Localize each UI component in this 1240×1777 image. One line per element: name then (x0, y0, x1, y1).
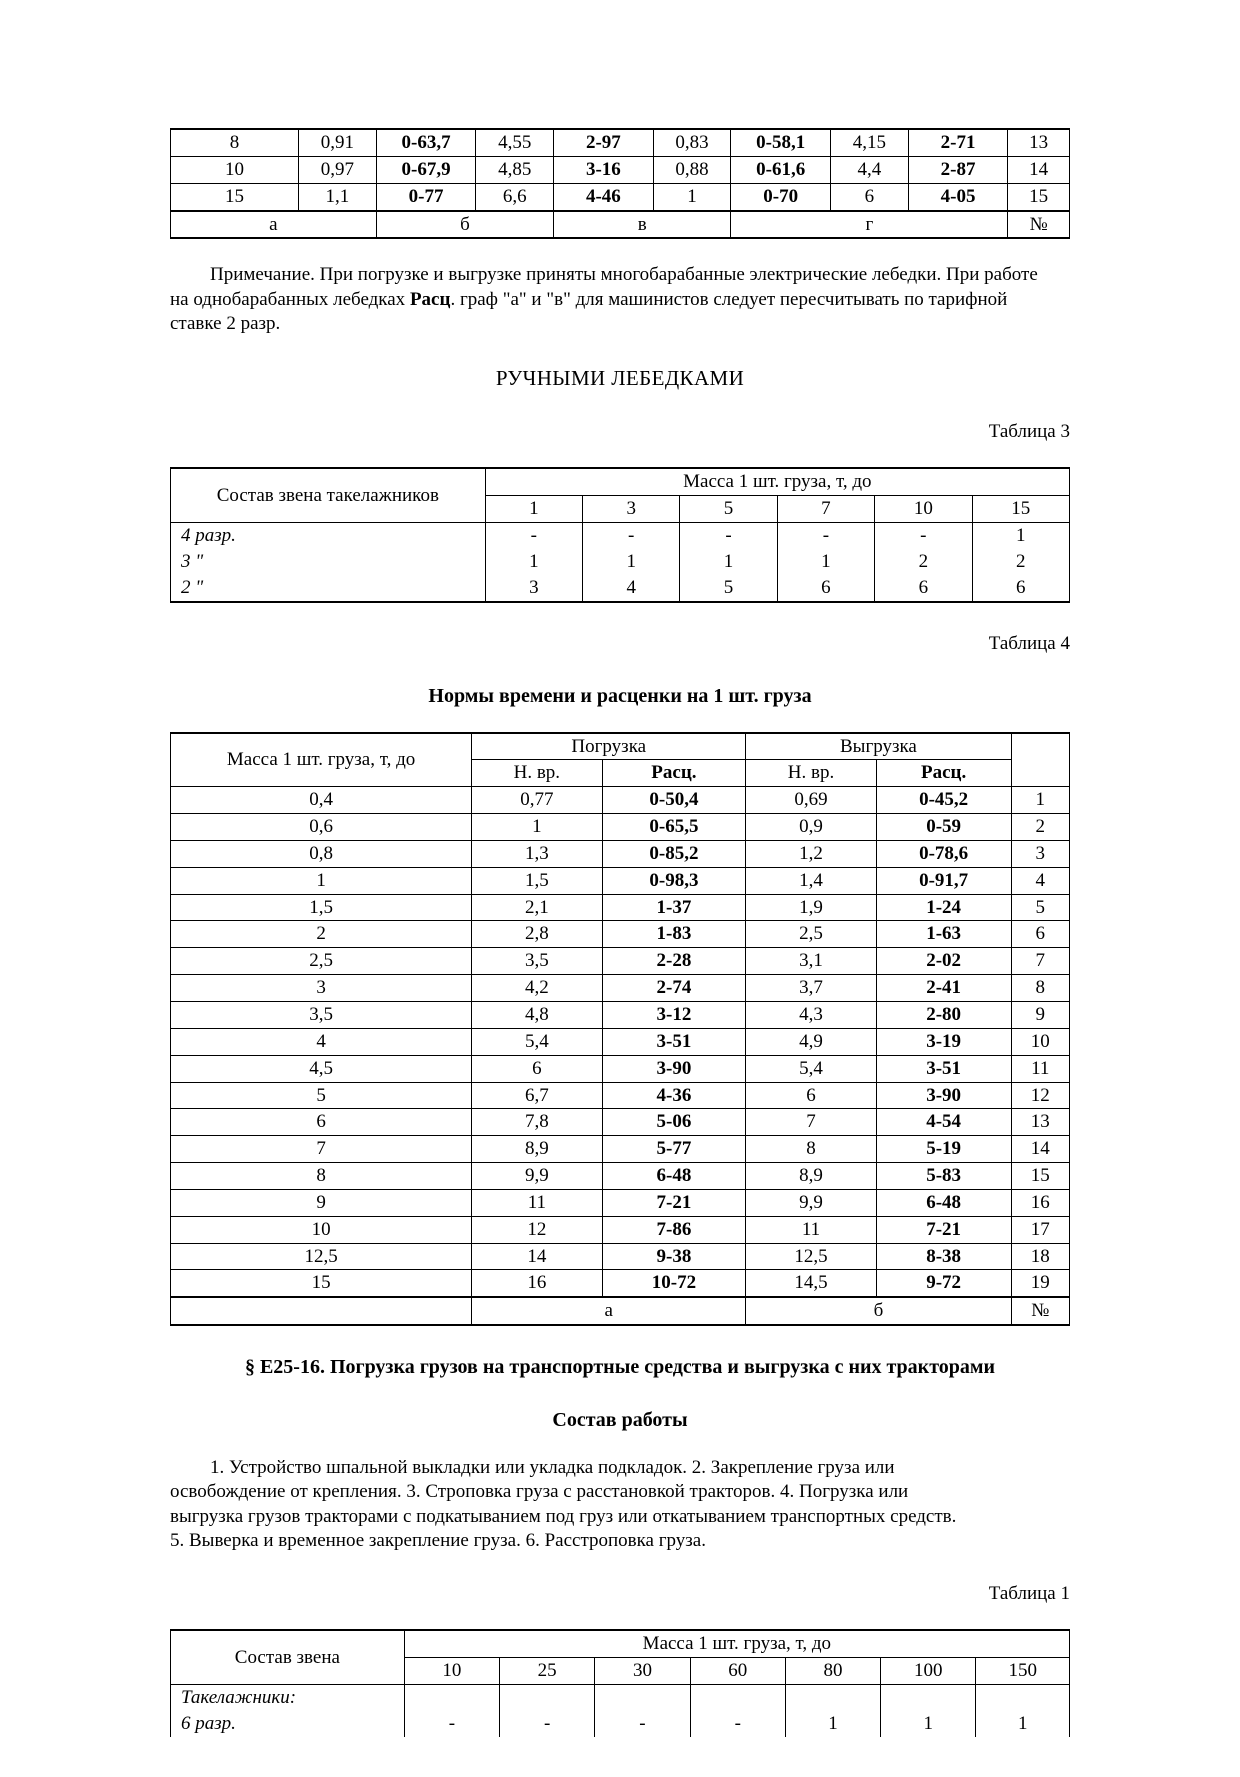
cell: 0,83 (653, 129, 731, 156)
cell: 4,4 (831, 156, 909, 183)
cell: 9,9 (746, 1189, 876, 1216)
note-line-1: Примечание. При погрузке и выгрузке приняты многобарабанные электрические лебедки. При работе (210, 264, 1038, 286)
cell: 3-90 (876, 1082, 1011, 1109)
cell: 2,5 (171, 948, 472, 975)
cell: 1,1 (299, 183, 377, 210)
cell: 4-54 (876, 1109, 1011, 1136)
table-row (171, 975, 1070, 1002)
cell: 4,9 (746, 1028, 876, 1055)
cell: 6 (972, 575, 1069, 602)
table-row (171, 156, 1070, 183)
table1-col0-header: Состав звена (171, 1630, 405, 1684)
cell: 3,5 (472, 948, 602, 975)
cell: 11 (472, 1189, 602, 1216)
table-row (171, 1243, 1070, 1270)
cell: 6-48 (602, 1163, 746, 1190)
footer-cell-a: а (171, 211, 377, 239)
table3-col-header: 7 (777, 496, 874, 523)
cell: 5 (680, 575, 777, 602)
cell: 7-21 (602, 1189, 746, 1216)
cell: 0-67,9 (376, 156, 476, 183)
cell: 0-59 (876, 814, 1011, 841)
cell: 11 (1011, 1055, 1069, 1082)
cell: 1,3 (472, 840, 602, 867)
table1-caption: Таблица 1 (988, 1583, 1070, 1605)
cell: 0-70 (731, 183, 831, 210)
cell: 15 (1011, 1163, 1069, 1190)
cell: 16 (472, 1270, 602, 1297)
cell: 0-45,2 (876, 787, 1011, 814)
cell: 14,5 (746, 1270, 876, 1297)
cell: 5 (1011, 894, 1069, 921)
cell: 1 (881, 1711, 976, 1737)
cell: 10 (171, 1216, 472, 1243)
cell: 4 (583, 575, 680, 602)
cell: 9 (171, 1189, 472, 1216)
cell: 7 (1011, 948, 1069, 975)
tractor-team-composition-table (170, 1629, 1070, 1736)
cell: 8 (171, 1163, 472, 1190)
cell (690, 1685, 785, 1711)
note-rasc-bold: Расц (409, 288, 451, 310)
cell: 1,9 (746, 894, 876, 921)
cell (785, 1685, 880, 1711)
note-line-2-part-a: на однобарабанных лебедках (170, 288, 410, 310)
cell: 2-02 (876, 948, 1011, 975)
table-row (171, 183, 1070, 210)
table3-col-header: 1 (485, 496, 582, 523)
cell: 3 (1011, 840, 1069, 867)
cell: 9,9 (472, 1163, 602, 1190)
cell: 10 (171, 156, 299, 183)
footer-cell-no: № (1011, 1297, 1069, 1325)
cell: 19 (1011, 1270, 1069, 1297)
cell: 13 (1008, 129, 1070, 156)
cell: 2-28 (602, 948, 746, 975)
cell: 0,77 (472, 787, 602, 814)
table-row (171, 1216, 1070, 1243)
table4-sub-rasc-unload: Расц. (876, 760, 1011, 787)
cell: 0-78,6 (876, 840, 1011, 867)
cell: - (875, 523, 972, 549)
cell: 5-77 (602, 1136, 746, 1163)
cell: 3-90 (602, 1055, 746, 1082)
table-footer-row (171, 211, 1070, 239)
cell: 11 (746, 1216, 876, 1243)
cell: 0-50,4 (602, 787, 746, 814)
cell: 8,9 (472, 1136, 602, 1163)
footer-cell-b: б (376, 211, 553, 239)
cell: - (404, 1711, 499, 1737)
footer-cell-v: в (554, 211, 731, 239)
cell: 1,5 (171, 894, 472, 921)
cell: 5-06 (602, 1109, 746, 1136)
table-row (171, 867, 1070, 894)
table3-header-row (171, 468, 1070, 495)
cell: 5,4 (746, 1055, 876, 1082)
table-row (171, 814, 1070, 841)
cell: 12,5 (746, 1243, 876, 1270)
cell: 4 (171, 1028, 472, 1055)
cell: 9-72 (876, 1270, 1011, 1297)
work-composition-subtitle: Состав работы (552, 1409, 688, 1432)
cell: 1 (472, 814, 602, 841)
cell: 0-77 (376, 183, 476, 210)
continued-rates-table (170, 128, 1070, 239)
note-block (170, 263, 1070, 336)
table4-footer-row (171, 1297, 1070, 1325)
table1-col-header: 60 (690, 1658, 785, 1685)
table3-row-label: 3 " (171, 549, 486, 575)
cell: 9 (1011, 1001, 1069, 1028)
cell: 1-83 (602, 921, 746, 948)
cell: 5,4 (472, 1028, 602, 1055)
cell: 15 (171, 183, 299, 210)
cell (404, 1685, 499, 1711)
cell: 6 (171, 1109, 472, 1136)
table4-corner-blank (1011, 733, 1069, 787)
cell: 6 (746, 1082, 876, 1109)
table1-header-row (171, 1630, 1070, 1657)
cell: 1 (976, 1711, 1070, 1737)
cell: 18 (1011, 1243, 1069, 1270)
cell: 6 (777, 575, 874, 602)
cell: 2 (171, 921, 472, 948)
cell: 5 (171, 1082, 472, 1109)
cell: 2 (875, 549, 972, 575)
table3-col0-header: Состав звена такелажников (171, 468, 486, 522)
footer-cell-b: б (746, 1297, 1011, 1325)
cell: 2-74 (602, 975, 746, 1002)
cell: 1-63 (876, 921, 1011, 948)
table-row (171, 1270, 1070, 1297)
table3-row-label: 2 " (171, 575, 486, 602)
cell: 7,8 (472, 1109, 602, 1136)
cell: 5-83 (876, 1163, 1011, 1190)
cell: 0,91 (299, 129, 377, 156)
cell: 17 (1011, 1216, 1069, 1243)
cell: 0-98,3 (602, 867, 746, 894)
cell: 0,4 (171, 787, 472, 814)
cell: 16 (1011, 1189, 1069, 1216)
table-row (171, 575, 1070, 602)
cell: 2,5 (746, 921, 876, 948)
cell: 7-21 (876, 1216, 1011, 1243)
cell: 2 (1011, 814, 1069, 841)
cell: 1 (653, 183, 731, 210)
cell: 10 (1011, 1028, 1069, 1055)
note-line-3: ставке 2 разр. (170, 313, 281, 334)
cell: - (777, 523, 874, 549)
table1-col-header: 25 (500, 1658, 595, 1685)
table1-row-label: Такелажники: (171, 1685, 405, 1711)
table1-col-header: 30 (595, 1658, 690, 1685)
cell: 6,6 (476, 183, 554, 210)
table-row (171, 1136, 1070, 1163)
cell: 0,8 (171, 840, 472, 867)
cell: 14 (1008, 156, 1070, 183)
cell: 12 (1011, 1082, 1069, 1109)
cell: 4-05 (908, 183, 1008, 210)
work-line-1: 1. Устройство шпальной выкладки или укладка подкладок. 2. Закрепление груза или (210, 1457, 895, 1479)
cell: 3,5 (171, 1001, 472, 1028)
table-row (171, 1189, 1070, 1216)
table1-col-header: 150 (976, 1658, 1070, 1685)
cell: 2-80 (876, 1001, 1011, 1028)
table3-col-header: 5 (680, 496, 777, 523)
cell: 0,69 (746, 787, 876, 814)
table1-col-header: 80 (785, 1658, 880, 1685)
table-row (171, 1055, 1070, 1082)
cell: 0-85,2 (602, 840, 746, 867)
table-row (171, 549, 1070, 575)
cell (595, 1685, 690, 1711)
table-row (171, 1711, 1070, 1737)
cell: 1 (583, 549, 680, 575)
table-row (171, 948, 1070, 975)
cell: 14 (1011, 1136, 1069, 1163)
cell: 0,88 (653, 156, 731, 183)
cell: 3-12 (602, 1001, 746, 1028)
table4-group-loading: Погрузка (472, 733, 746, 760)
cell: 1-37 (602, 894, 746, 921)
table4-group-unloading: Выгрузка (746, 733, 1011, 760)
cell: 0,6 (171, 814, 472, 841)
cell: 1,2 (746, 840, 876, 867)
cell: 0,9 (746, 814, 876, 841)
cell: 6 (472, 1055, 602, 1082)
cell: 2,8 (472, 921, 602, 948)
cell: 4,3 (746, 1001, 876, 1028)
work-composition-body (170, 1456, 1070, 1553)
table4-title: Нормы времени и расценки на 1 шт. груза (428, 684, 812, 707)
subsection-title: § Е25-16. Погрузка грузов на транспортные средства и выгрузка с них тракторами (244, 1356, 996, 1379)
table4-col0-header: Масса 1 шт. груза, т, до (171, 733, 472, 787)
cell: 4,85 (476, 156, 554, 183)
cell: 3,7 (746, 975, 876, 1002)
table4-sub-nvr-load: Н. вр. (472, 760, 602, 787)
cell: 1,4 (746, 867, 876, 894)
cell: 4,55 (476, 129, 554, 156)
cell: 3-19 (876, 1028, 1011, 1055)
cell: 3-51 (602, 1028, 746, 1055)
team-composition-table (170, 467, 1070, 602)
cell: 2-41 (876, 975, 1011, 1002)
cell: 1 (972, 523, 1069, 549)
table-row (171, 1163, 1070, 1190)
cell: 0-65,5 (602, 814, 746, 841)
table4-sub-rasc-load: Расц. (602, 760, 746, 787)
cell: 1,5 (472, 867, 602, 894)
cell: 2-97 (554, 129, 654, 156)
table-row (171, 1028, 1070, 1055)
cell: 8 (746, 1136, 876, 1163)
cell: 13 (1011, 1109, 1069, 1136)
cell: 0-61,6 (731, 156, 831, 183)
cell: - (485, 523, 582, 549)
cell: 1 (785, 1711, 880, 1737)
table3-row-label: 4 разр. (171, 523, 486, 549)
cell: 1 (1011, 787, 1069, 814)
cell: 5-19 (876, 1136, 1011, 1163)
cell (976, 1685, 1070, 1711)
table3-col-header: 10 (875, 496, 972, 523)
cell: 9-38 (602, 1243, 746, 1270)
cell: 6 (1011, 921, 1069, 948)
cell: 4,2 (472, 975, 602, 1002)
cell: 10-72 (602, 1270, 746, 1297)
footer-cell-a: а (472, 1297, 746, 1325)
cell: 4,15 (831, 129, 909, 156)
work-line-2: освобождение от крепления. 3. Строповка груза с расстановкой тракторов. 4. Погрузка или (170, 1481, 909, 1503)
table1-col-header: 100 (881, 1658, 976, 1685)
cell: 2-87 (908, 156, 1008, 183)
cell: 3-51 (876, 1055, 1011, 1082)
table3-caption: Таблица 3 (988, 421, 1070, 443)
cell: 3,1 (746, 948, 876, 975)
cell: 8,9 (746, 1163, 876, 1190)
table4-header-row (171, 733, 1070, 760)
section-heading: РУЧНЫМИ ЛЕБЕДКАМИ (495, 366, 745, 391)
cell: 4-36 (602, 1082, 746, 1109)
table-row (171, 1685, 1070, 1711)
cell: 0-91,7 (876, 867, 1011, 894)
cell: - (680, 523, 777, 549)
cell: 2,1 (472, 894, 602, 921)
cell: 6-48 (876, 1189, 1011, 1216)
table1-group-header: Масса 1 шт. груза, т, до (404, 1630, 1069, 1657)
norms-and-rates-table (170, 732, 1070, 1327)
work-line-3: выгрузка грузов тракторами с подкатыванием под груз или откатыванием транспортных средств. (170, 1505, 957, 1527)
cell: 3 (485, 575, 582, 602)
cell: 8 (1011, 975, 1069, 1002)
cell: 1 (171, 867, 472, 894)
cell: 2 (972, 549, 1069, 575)
cell: 12 (472, 1216, 602, 1243)
cell: 4,8 (472, 1001, 602, 1028)
cell: 1 (485, 549, 582, 575)
table3-col-header: 3 (583, 496, 680, 523)
cell (881, 1685, 976, 1711)
note-line-2-part-b: . граф "а" и "в" для машинистов следует пересчитывать по тарифной (450, 288, 1008, 310)
cell: 8-38 (876, 1243, 1011, 1270)
cell: 4-46 (554, 183, 654, 210)
cell: 3 (171, 975, 472, 1002)
cell: 12,5 (171, 1243, 472, 1270)
table-row (171, 894, 1070, 921)
table3-group-header: Масса 1 шт. груза, т, до (485, 468, 1069, 495)
cell (500, 1685, 595, 1711)
footer-cell-g: г (731, 211, 1008, 239)
cell: - (500, 1711, 595, 1737)
cell: 1 (777, 549, 874, 575)
cell: 7-86 (602, 1216, 746, 1243)
cell: 8 (171, 129, 299, 156)
cell: 6,7 (472, 1082, 602, 1109)
cell: - (595, 1711, 690, 1737)
cell: 15 (171, 1270, 472, 1297)
table4-footer-blank (171, 1297, 472, 1325)
table1-col-header: 10 (404, 1658, 499, 1685)
table4-caption: Таблица 4 (988, 632, 1070, 654)
cell: 2-71 (908, 129, 1008, 156)
cell: 14 (472, 1243, 602, 1270)
cell: 1-24 (876, 894, 1011, 921)
cell: - (690, 1711, 785, 1737)
table-row (171, 840, 1070, 867)
cell: 6 (831, 183, 909, 210)
note-line-2 (170, 288, 1070, 312)
table1-row-label: 6 разр. (171, 1711, 405, 1737)
footer-cell-no: № (1008, 211, 1070, 239)
cell: 0-58,1 (731, 129, 831, 156)
table-row (171, 1109, 1070, 1136)
table3-col-header: 15 (972, 496, 1069, 523)
cell: 4,5 (171, 1055, 472, 1082)
cell: 7 (746, 1109, 876, 1136)
table-row (171, 129, 1070, 156)
cell: - (583, 523, 680, 549)
table-row (171, 523, 1070, 549)
cell: 6 (875, 575, 972, 602)
table-row (171, 921, 1070, 948)
cell: 3-16 (554, 156, 654, 183)
cell: 4 (1011, 867, 1069, 894)
cell: 15 (1008, 183, 1070, 210)
cell: 1 (680, 549, 777, 575)
table-row (171, 1001, 1070, 1028)
table-row (171, 1082, 1070, 1109)
work-line-4: 5. Выверка и временное закрепление груза. 6. Расстроповка груза. (170, 1530, 706, 1552)
cell: 7 (171, 1136, 472, 1163)
cell: 0,97 (299, 156, 377, 183)
table4-sub-nvr-unload: Н. вр. (746, 760, 876, 787)
table-row (171, 787, 1070, 814)
cell: 0-63,7 (376, 129, 476, 156)
